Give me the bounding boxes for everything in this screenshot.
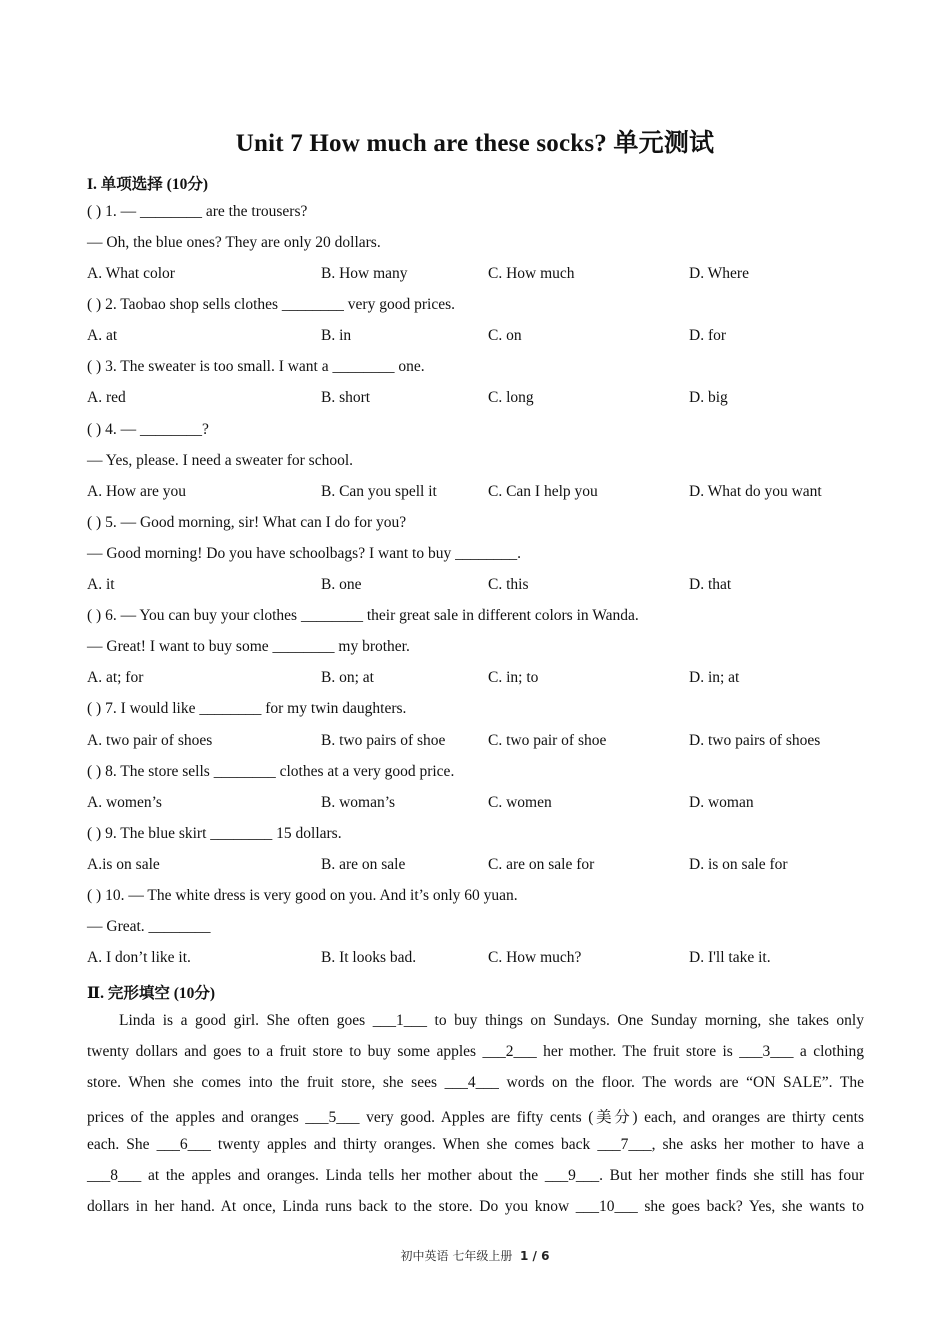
option-d: D. What do you want bbox=[689, 483, 822, 500]
option-c: C. How much bbox=[488, 265, 575, 282]
option-a: A. How are you bbox=[87, 483, 187, 500]
question-stem: ( ) 7. I would like ________ for my twin daughters. bbox=[87, 700, 407, 717]
option-a: A. I don’t like it. bbox=[87, 949, 191, 966]
option-d: D. for bbox=[689, 327, 727, 344]
section-heading-multiple-choice: I. 单项选择 (10分) bbox=[87, 176, 208, 193]
option-d: D. big bbox=[689, 389, 728, 406]
option-d: D. woman bbox=[689, 794, 754, 811]
option-c: C. in; to bbox=[488, 669, 539, 686]
option-b: B. How many bbox=[321, 265, 408, 282]
option-a: A. it bbox=[87, 576, 115, 593]
footer-course: 初中英语 七年级上册 bbox=[400, 1249, 513, 1263]
option-b: B. It looks bad. bbox=[321, 949, 417, 966]
cloze-passage-line: ___8___ at the apples and oranges. Linda tells her mother about the ___9___. But her mother finds she still has four bbox=[87, 1167, 864, 1184]
page-footer bbox=[0, 1247, 950, 1264]
cloze-passage-line: prices of the apples and oranges ___5___ very good. Apples are fifty cents (美分) each, and oranges are thirty cents bbox=[87, 1109, 864, 1126]
option-a: A. What color bbox=[87, 265, 175, 282]
question-stem: ( ) 1. — ________ are the trousers? bbox=[87, 203, 308, 220]
footer-page-number: 1 / 6 bbox=[520, 1249, 550, 1263]
cloze-passage-line: Linda is a good girl. She often goes ___1___ to buy things on Sundays. One Sunday morning, she takes only bbox=[119, 1012, 864, 1029]
option-a: A. women’s bbox=[87, 794, 162, 811]
question-stem: ( ) 2. Taobao shop sells clothes ________ very good prices. bbox=[87, 296, 455, 313]
option-b: B. two pairs of shoe bbox=[321, 732, 446, 749]
option-d: D. I'll take it. bbox=[689, 949, 771, 966]
option-c: C. two pair of shoe bbox=[488, 732, 607, 749]
option-a: A. at bbox=[87, 327, 118, 344]
question-stem: ( ) 10. — The white dress is very good on you. And it’s only 60 yuan. bbox=[87, 887, 518, 904]
cloze-passage-line: each. She ___6___ twenty apples and thirty oranges. When she comes back ___7___, she asks her mother to have a bbox=[87, 1136, 864, 1153]
question-stem: ( ) 3. The sweater is too small. I want a ________ one. bbox=[87, 358, 425, 375]
option-c: C. Can I help you bbox=[488, 483, 598, 500]
question-stem: ( ) 8. The store sells ________ clothes at a very good price. bbox=[87, 763, 455, 780]
option-c: C. on bbox=[488, 327, 522, 344]
option-d: D. is on sale for bbox=[689, 856, 788, 873]
option-d: D. in; at bbox=[689, 669, 740, 686]
question-stem: ( ) 9. The blue skirt ________ 15 dollars. bbox=[87, 825, 342, 842]
option-b: B. on; at bbox=[321, 669, 374, 686]
option-a: A. red bbox=[87, 389, 126, 406]
option-b: B. one bbox=[321, 576, 362, 593]
option-c: C. long bbox=[488, 389, 534, 406]
option-c: C. women bbox=[488, 794, 552, 811]
question-followup: — Oh, the blue ones? They are only 20 dollars. bbox=[87, 234, 381, 251]
question-followup: — Great! I want to buy some ________ my brother. bbox=[87, 638, 410, 655]
option-c: C. How much? bbox=[488, 949, 582, 966]
option-b: B. short bbox=[321, 389, 371, 406]
page-title: Unit 7 How much are these socks? 单元测试 bbox=[235, 130, 715, 157]
question-followup: — Good morning! Do you have schoolbags? I want to buy ________. bbox=[87, 545, 521, 562]
option-b: B. woman’s bbox=[321, 794, 396, 811]
option-d: D. that bbox=[689, 576, 732, 593]
option-c: C. are on sale for bbox=[488, 856, 595, 873]
option-a: A. two pair of shoes bbox=[87, 732, 213, 749]
cloze-passage-line: dollars in her hand. At once, Linda runs back to the store. Do you know ___10___ she goes back? Yes, she wants to bbox=[87, 1198, 864, 1215]
question-followup: — Yes, please. I need a sweater for school. bbox=[87, 452, 354, 469]
question-stem: ( ) 4. — ________? bbox=[87, 421, 209, 438]
option-c: C. this bbox=[488, 576, 529, 593]
question-followup: — Great. ________ bbox=[87, 918, 211, 935]
option-b: B. Can you spell it bbox=[321, 483, 437, 500]
option-a: A.is on sale bbox=[87, 856, 160, 873]
cloze-passage-line: store. When she comes into the fruit store, she sees ___4___ words on the floor. The words are “ON SALE”. The bbox=[87, 1074, 864, 1091]
option-d: D. two pairs of shoes bbox=[689, 732, 821, 749]
question-stem: ( ) 6. — You can buy your clothes ________ their great sale in different colors in Wanda. bbox=[87, 607, 639, 624]
cloze-passage-line: twenty dollars and goes to a fruit store to buy some apples ___2___ her mother. The fruit store is ___3___ a clothing bbox=[87, 1043, 864, 1060]
option-b: B. in bbox=[321, 327, 352, 344]
question-stem: ( ) 5. — Good morning, sir! What can I do for you? bbox=[87, 514, 407, 531]
option-b: B. are on sale bbox=[321, 856, 406, 873]
option-d: D. Where bbox=[689, 265, 749, 282]
option-a: A. at; for bbox=[87, 669, 144, 686]
section-heading-cloze: Ⅱ. 完形填空 (10分) bbox=[87, 985, 216, 1002]
